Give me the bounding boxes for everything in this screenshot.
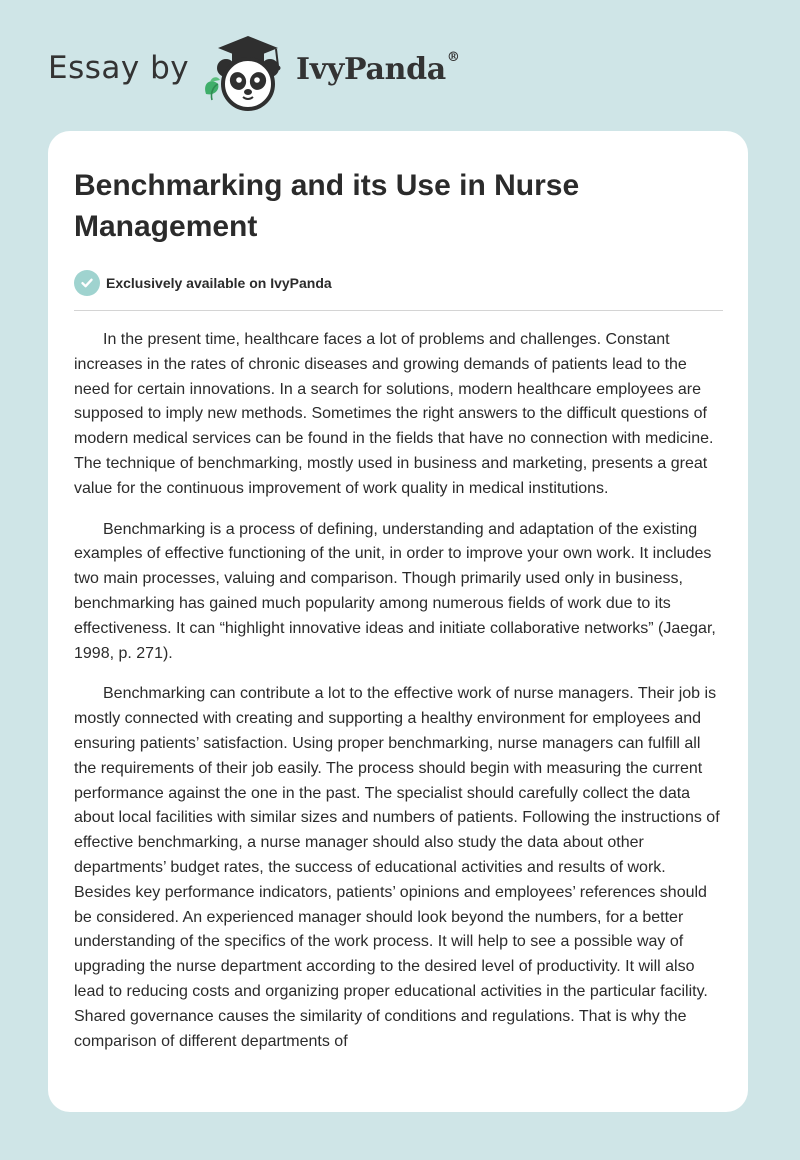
brand-name: IvyPanda® xyxy=(296,50,460,87)
essay-paragraph: In the present time, healthcare faces a lot of problems and challenges. Constant increases in the rates of chronic diseases and growing demands of patients lead to the need for certain innovations. In a search for solutions, modern healthcare employees are supposed to imply new methods. Sometimes the right answers to the difficult questions of modern medical services can be found in the fields that have no connection with medicine. The technique of benchmarking, mostly used in business and marketing, presents a great value for the continuous improvement of work quality in medical institutions. xyxy=(74,331,714,497)
exclusive-badge-text: Exclusively available on IvyPanda xyxy=(106,275,332,291)
essay-by-label: Essay by xyxy=(48,50,190,86)
divider xyxy=(74,310,723,311)
essay-body xyxy=(74,328,723,1054)
essay-paragraph: Benchmarking is a process of defining, understanding and adaptation of the existing examples of effective functioning of the unit, in order to improve your own work. It includes two main processes, valuing and comparison. Though primarily used only in business, benchmarking has gained much popularity among numerous fields of work due to its effectiveness. It can “highlight innovative ideas and initiate collaborative networks” (Jaegar, 1998, p. 271). xyxy=(74,520,716,662)
panda-graduate-icon xyxy=(198,34,290,112)
check-circle-icon xyxy=(74,270,100,296)
essay-paragraph: Benchmarking can contribute a lot to the effective work of nurse managers. Their job is mostly connected with creating and supporting a healthy environment for employees and ensuring patients’ satisfaction. Using proper benchmarking, nurse managers can fulfill all the requirements of their job easily. The process should begin with measuring the current performance against the one in the past. The specialist should carefully collect the data about local facilities with similar sizes and numbers of patients. Following the instructions of effective benchmarking, a nurse manager should also study the data about other departments’ budget rates, the success of educational activities and results of work. Besides key performance indicators, patients’ opinions and employees’ references should be considered. An experienced manager should look beyond the numbers, for a better understanding of the specifics of the work process. It will help to see a possible way of upgrading the nurse department according to the desired level of productivity. It will also lead to reducing costs and organizing proper educational activities in the particular facility. Shared governance causes the similarity of conditions and regulations. That is why the comparison of different departments of xyxy=(74,685,720,1050)
site-header xyxy=(48,30,468,110)
exclusive-badge xyxy=(74,269,723,297)
essay-card xyxy=(48,131,748,1112)
essay-title: Benchmarking and its Use in Nurse Management xyxy=(74,169,580,243)
